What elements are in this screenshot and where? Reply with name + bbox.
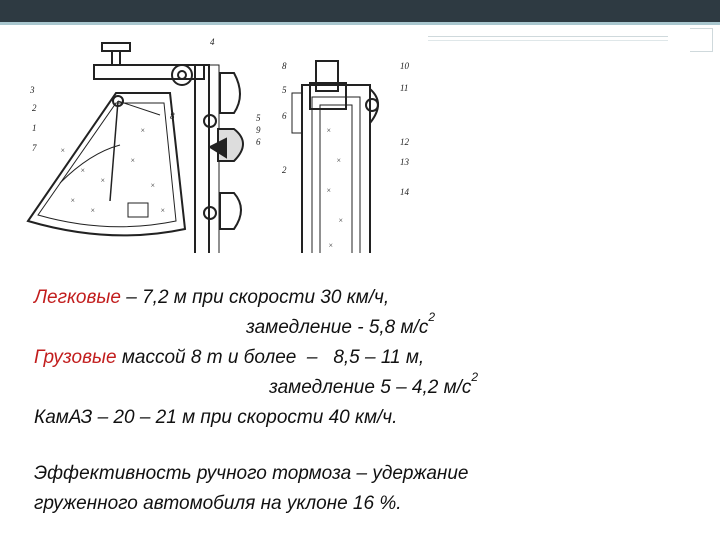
text-line-cars — [34, 283, 478, 313]
svg-text:×: × — [100, 176, 106, 185]
label: 1 — [32, 123, 37, 133]
text-segment: замедление 5 – 4,2 м/с — [269, 377, 472, 398]
decor-frame — [690, 28, 713, 52]
text-line-trucks — [34, 343, 478, 373]
label: 2 — [32, 103, 37, 113]
label: 8 — [282, 61, 287, 71]
right-device-cap — [316, 61, 338, 91]
svg-text:×: × — [90, 206, 96, 215]
svg-text:×: × — [70, 196, 76, 205]
text-line-slope: груженного автомобиля на уклоне 16 %. — [34, 493, 402, 514]
decor-line — [428, 40, 668, 41]
text-segment: – 7,2 м при скорости 30 км/ч, — [120, 287, 390, 308]
spacer — [34, 433, 478, 459]
svg-text:×: × — [160, 206, 166, 215]
svg-text:×: × — [130, 156, 136, 165]
svg-text:×: × — [336, 156, 342, 165]
text-segment: массой 8 т и более – 8,5 – 11 м, — [116, 347, 425, 368]
top-bar — [0, 0, 720, 22]
decelerometer-drawing — [20, 33, 428, 253]
label: 11 — [400, 83, 409, 93]
text-line-cars-decel — [34, 310, 478, 343]
knob-top — [102, 43, 130, 51]
top-bar-accent — [0, 22, 720, 25]
svg-text:×: × — [328, 241, 334, 250]
svg-text:×: × — [338, 216, 344, 225]
text-segment: замедление - 5,8 м/с — [246, 317, 429, 338]
svg-text:×: × — [326, 186, 332, 195]
body-text — [34, 283, 478, 519]
svg-text:×: × — [80, 166, 86, 175]
svg-text:×: × — [150, 181, 156, 190]
label: 13 — [400, 157, 409, 167]
text-line-handbrake: Эффективность ручного тормоза – удержание — [34, 463, 469, 484]
label: 3 — [30, 85, 35, 95]
label: 9 — [256, 125, 261, 135]
svg-text:×: × — [140, 126, 146, 135]
decor-line — [428, 36, 668, 37]
superscript: 2 — [428, 310, 436, 324]
label: 14 — [400, 187, 409, 197]
label: 6 — [256, 137, 261, 147]
superscript: 2 — [471, 370, 479, 384]
svg-text:×: × — [60, 146, 66, 155]
text-line-kamaz: КамАЗ – 20 – 21 м при скорости 40 км/ч. — [34, 407, 398, 428]
cars-label: Легковые — [34, 287, 121, 308]
label: 7 — [32, 143, 37, 153]
label: 6 — [282, 111, 287, 121]
svg-text:×: × — [326, 126, 332, 135]
label: 2 — [282, 165, 287, 175]
label: 8 — [170, 111, 175, 121]
text-line-trucks-decel — [34, 370, 479, 403]
label: 5 — [282, 85, 287, 95]
vertical-post — [195, 65, 209, 253]
label: 4 — [210, 37, 215, 47]
label: 10 — [400, 61, 409, 71]
label: 12 — [400, 137, 409, 147]
label: 5 — [256, 113, 261, 123]
trucks-label: Грузовые — [34, 347, 117, 368]
